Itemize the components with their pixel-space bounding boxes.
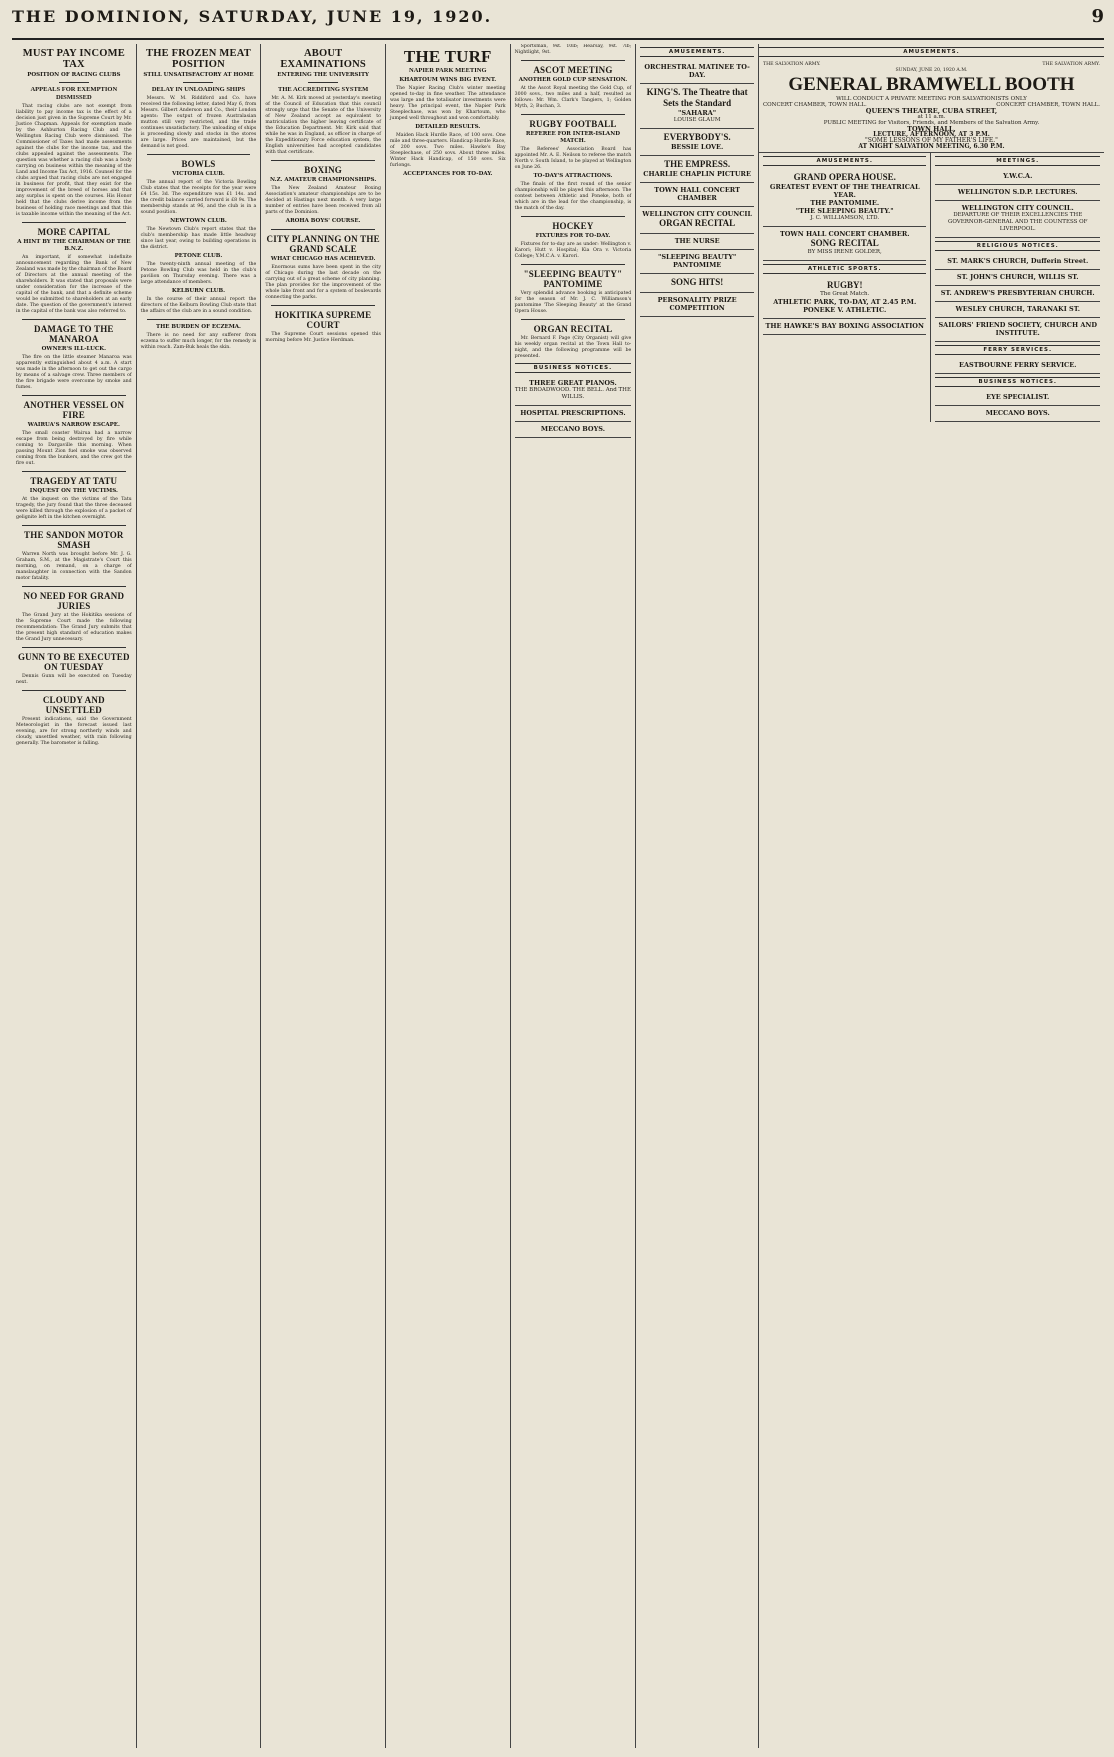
- article-eczema: There is no need for any sufferer from eczema to suffer much longer, for the remedy is within reach. Zam-Buk heals the skin.: [140, 333, 257, 350]
- headline-city-planning: CITY PLANNING ON THE GRAND SCALE: [266, 234, 380, 254]
- section-amusements-right: AMUSEMENTS.: [759, 47, 1104, 57]
- section-business-right: BUSINESS NOTICES.: [935, 377, 1100, 387]
- ad-hospital: HOSPITAL PRESCRIPTIONS.: [515, 406, 632, 422]
- ad-salvation-army: THE SALVATION ARMY. THE SALVATION ARMY. SUNDAY, JUNE 20, 1920 A.M. GENERAL BRAMWELL BOOTH WILL CONDUCT A PRIVATE MEETING FOR SALVATIONISTS ONLY CONCERT CHAMBER, TOWN HALL. CONCERT CHAMBER, TOWN HALL. QUEEN'S THEATRE, CUBA STREET, at 11 a.m. PUBLIC MEETING for Visitors, Friends, and Members of the Salvation Army. TOWN HALL, LECTURE, AFTERNOON, AT 3 P.M. "SOME LESSONS OF MY FATHER'S LIFE." AT NIGHT SALVATION MEETING, 6.30 P.M.: [759, 60, 1104, 153]
- headline-sleeping-beauty: "SLEEPING BEAUTY" PANTOMIME: [523, 269, 623, 289]
- section-amusements-2: AMUSEMENTS.: [763, 156, 927, 166]
- ad-col-left: [759, 153, 932, 422]
- subhead-inquest: INQUEST ON THE VICTIMS.: [29, 488, 118, 494]
- headline-income-tax: MUST PAY INCOME TAX: [22, 48, 125, 70]
- column-2: [137, 44, 262, 1748]
- ad-col-right: [931, 153, 1104, 422]
- headline-vessel-fire: ANOTHER VESSEL ON FIRE: [23, 400, 125, 420]
- subhead-delay: DELAY IN UNLOADING SHIPS: [151, 86, 246, 93]
- headline-weather: CLOUDY AND UNSETTLED: [42, 695, 105, 715]
- subhead-referee: REFEREE FOR INTER-ISLAND MATCH.: [525, 131, 621, 144]
- article-wairua: The small coaster Wairua had a narrow escape from being destroyed by fire while coming to Dargaville this morning. When passing Mount Zion fuel smoke was observed coming from the bunkers, and the crew got the fire out.: [16, 431, 132, 466]
- article-petone: The twenty-ninth annual meeting of the Petone Bowling Club was held in the club's pavilion on Thursday evening. There was a large attendance of members.: [140, 262, 257, 285]
- column-5: [511, 44, 637, 1748]
- ad-eye-specialist: EYE SPECIALIST.: [935, 390, 1100, 406]
- ad-pianos: THREE GREAT PIANOS. THE BROADWOOD. THE BELL. And THE WILLIS.: [515, 376, 632, 406]
- ad-town-hall-concert-chamber: TOWN HALL CONCERT CHAMBER. SONG RECITAL BY MISS IRENE GOLDER,: [763, 227, 927, 261]
- headline-grand-juries: NO NEED FOR GRAND JURIES: [23, 591, 125, 611]
- subhead-results: DETAILED RESULTS.: [415, 124, 481, 130]
- ad-everybodys: EVERYBODY'S. BESSIE LOVE.: [640, 129, 754, 156]
- article-boxing: The New Zealand Amateur Boxing Association's amateur championships are to be decided at Hastings next month. A very large number of entries have been received from all parts of the Dominion.: [265, 186, 381, 215]
- headline-manaroa: DAMAGE TO THE MANAROA: [34, 324, 114, 344]
- subhead-victoria: VICTORIA CLUB.: [172, 171, 225, 177]
- article-results: Maiden Hack Hurdle Race, of 100 sovs. One mile and three-quarters. Handicap Hurdle Race, of 200 sovs. Two miles. Hawke's Bay Steeplechase, of 250 sovs. About three miles. Winter Hack Handicap, of 150 sovs. Six furlongs.: [389, 133, 506, 168]
- section-athletic: ATHLETIC SPORTS.: [763, 264, 927, 274]
- article-hokitika: The Supreme Court sessions opened this morning before Mr. Justice Herdman.: [265, 332, 381, 343]
- subhead-amateur: N.Z. AMATEUR CHAMPIONSHIPS.: [270, 177, 377, 183]
- subhead-bnz: A HINT BY THE CHAIRMAN OF THE B.N.Z.: [17, 239, 131, 252]
- ad-town-hall-concert: TOWN HALL CONCERT CHAMBER: [640, 183, 754, 207]
- subhead-acceptances: ACCEPTANCES FOR TO-DAY.: [403, 171, 493, 177]
- subhead-attractions: TO-DAY'S ATTRACTIONS.: [533, 173, 613, 179]
- ad-sdp: WELLINGTON S.D.P. LECTURES.: [935, 185, 1100, 201]
- section-business-notices: BUSINESS NOTICES.: [515, 363, 632, 373]
- ad-st-andrew: ST. ANDREW'S PRESBYTERIAN CHURCH.: [935, 286, 1100, 302]
- article-kelburn: In the course of their annual report the directors of the Kelburn Bowling Club state that the affairs of the club are in a sound condition.: [140, 297, 257, 314]
- article-victoria: The annual report of the Victoria Bowling Club states that the receipts for the year were £4 15s. 3d. The expenditure was £1 14s. and the credit balance carried forward is £8 9s. The membership stands at 96, and the club is in a sound position.: [140, 180, 257, 215]
- subhead-kelburn: KELBURN CLUB.: [171, 288, 226, 294]
- ad-ywca: Y.W.C.A.: [935, 169, 1100, 185]
- headline-examinations: ABOUT EXAMINATIONS: [280, 48, 366, 70]
- masthead: [12, 6, 1104, 40]
- ad-st-john: ST. JOHN'S CHURCH, WILLIS ST.: [935, 270, 1100, 286]
- headline-ascot: ASCOT MEETING: [533, 65, 613, 75]
- ad-empress: THE EMPRESS. CHARLIE CHAPLIN PICTURE: [640, 156, 754, 183]
- headline-gunn: GUNN TO BE EXECUTED ON TUESDAY: [17, 652, 130, 672]
- section-amusements: AMUSEMENTS.: [640, 47, 754, 57]
- subhead-wairua: WAIRUA'S NARROW ESCAPE.: [27, 422, 120, 428]
- section-meetings: MEETINGS.: [935, 156, 1100, 166]
- headline-organ-recital: ORGAN RECITAL: [533, 324, 613, 334]
- headline-tatu: TRAGEDY AT TATU: [30, 476, 118, 486]
- article-referee: The Referees' Association Board has appointed Mr. A. E. Neilson to referee the match North v. South Island, to be played at Wellington on June 26.: [514, 147, 632, 170]
- article-gunn: Dennis Gunn will be executed on Tuesday next.: [16, 674, 132, 685]
- ad-boxing: THE HAWKE'S BAY BOXING ASSOCIATION: [763, 319, 927, 335]
- subhead-accrediting: THE ACCREDITING SYSTEM: [277, 86, 369, 93]
- ad-personality: PERSONALITY PRIZE COMPETITION: [640, 293, 754, 317]
- ad-kings: KING'S. The Theatre that Sets the Standard "SAHARA" LOUISE GLAUM: [640, 84, 754, 129]
- headline-sandon: THE SANDON MOTOR SMASH: [24, 530, 124, 550]
- ad-sleeping-beauty: "SLEEPING BEAUTY" PANTOMIME: [640, 250, 754, 274]
- subhead-gold-cup: ANOTHER GOLD CUP SENSATION.: [518, 77, 628, 83]
- subhead-napier: NAPIER PARK MEETING: [409, 67, 487, 74]
- subhead-racing-clubs: POSITION OF RACING CLUBS: [27, 72, 121, 78]
- ad-rugby: RUGBY! The Great Match. ATHLETIC PARK, TO-DAY, AT 2.45 P.M. PONEKE V. ATHLETIC.: [763, 277, 927, 319]
- article-examinations: Mr. A. M. Kirk moved at yesterday's meeting of the Council of Education that this council strongly urge that the Senate of the University of New Zealand accept as equivalent to matriculation the higher leaving certificate of the Education Department. Mr. Kirk said that while he was in England, as officer in charge of the Expeditionary Force education system, the English universities had accepted candidates with that certificate.: [265, 96, 381, 155]
- ad-eastbourne: EASTBOURNE FERRY SERVICE.: [935, 358, 1100, 374]
- headline-bowls: BOWLS: [181, 159, 216, 169]
- column-6: [636, 44, 759, 1748]
- ad-city-council-right: WELLINGTON CITY COUNCIL. DEPARTURE OF THEIR EXCELLENCIES THE GOVERNOR-GENERAL AND THE COUNTESS OF LIVERPOOL.: [935, 201, 1100, 238]
- article-frozen-meat: Messrs. W. M. Riddiford and Co. have received the following letter, dated May 6, from Messrs. Gilbert Anderson and Co., their London agents: The output of frozen Australasian mutton still very restricted, and the trade continues unsatisfactory. The unloading of ships is proceeding slowly and stocks in the stores are large. Prices are maintained, but the demand is not good.: [140, 96, 257, 149]
- subhead-fixtures: FIXTURES FOR TO-DAY.: [535, 233, 611, 239]
- subhead-university: ENTERING THE UNIVERSITY: [277, 72, 369, 78]
- headline-hockey: HOCKEY: [552, 221, 594, 231]
- article-hockey: Fixtures for to-day are as under: Wellington v. Karori; Hutt v. Hospital; Kia Ora v. Victoria College; Y.M.C.A. v. Karori.: [514, 242, 632, 259]
- ad-area: [759, 44, 1104, 1748]
- ad-meccano-right: MECCANO BOYS.: [935, 406, 1100, 422]
- article-ascot: At the Ascot Royal meeting the Gold Cup, of 3000 sovs., two miles and a half, resulted as follows: Mr. Wm. Clark's Tangiers, 1; Golden Myth, 2; Buchan, 3.: [514, 86, 632, 109]
- subhead-khartoum: KHARTOUM WINS BIG EVENT.: [399, 77, 497, 83]
- article-attractions: The finals of the first round of the senior championship will be played this afternoon. The contest between Athletic and Poneke, both of which are in the lead for the championship, is the match of the day.: [514, 182, 632, 211]
- ad-meccano: MECCANO BOYS.: [515, 422, 632, 438]
- article-income-tax: That racing clubs are not exempt from liability to pay income tax is the effect of a decision just given in the Supreme Court by Mr. Justice Chapman. Appeals for exemption made by the Ashburton Racing Club and the Wellington Racing Club were dismissed. The Commissioner of Taxes had made assessments against the clubs for the income tax, and the clubs appealed against the assessments. The question was whether a racing club was a body carrying on business within the meaning of the Land and Income Tax Act, 1916. Counsel for the clubs argued that racing clubs are not engaged in business for profit, that they exist for the improvement of the breed of horses and that any surplus is spent on the courses. His Honor held that the clubs derive income from the business of holding race meetings and that this is taxable income within the meaning of the Act.: [16, 104, 132, 217]
- ad-wesley: WESLEY CHURCH, TARANAKI ST.: [935, 302, 1100, 318]
- columns: [12, 40, 1104, 1748]
- ad-nurse: THE NURSE: [640, 234, 754, 250]
- headline-boxing: BOXING: [304, 165, 342, 175]
- article-newtown: The Newtown Club's report states that the club's membership has made little headway since last year, owing to building operations in the district.: [140, 227, 257, 250]
- subhead-unsatisfactory: STILL UNSATISFACTORY AT HOME: [143, 72, 254, 78]
- section-ferry: FERRY SERVICES.: [935, 345, 1100, 355]
- ad-matinee: ORCHESTRAL MATINEE TO-DAY.: [640, 60, 754, 84]
- column-1: [12, 44, 137, 1748]
- article-grand-juries: The Grand Jury at the Hokitika sessions of the Supreme Court made the following recommendation: The Grand Jury submits that the present high standard of education makes the Grand Jury unnecessary.: [16, 613, 132, 642]
- subhead-owner: OWNER'S ILL-LUCK.: [41, 346, 106, 352]
- ad-sailors: SAILORS' FRIEND SOCIETY, CHURCH AND INSTITUTE.: [935, 318, 1100, 342]
- article-city-planning: Enormous sums have been spent in the city of Chicago during the last decade on the carrying out of a great scheme of city planning. The plan provides for the improvement of the whole lake front and for a system of boulevards connecting the parks.: [265, 265, 381, 300]
- column-4: [386, 44, 511, 1748]
- headline-rugby: RUGBY FOOTBALL: [529, 119, 617, 129]
- subhead-petone: PETONE CLUB.: [174, 253, 223, 259]
- article-sleeping-beauty: Very splendid advance booking is anticipated for the season of Mr. J. C. Williamson's pantomime 'The Sleeping Beauty' at the Grand Opera House.: [514, 291, 632, 314]
- column-3: [261, 44, 386, 1748]
- headline-frozen-meat: THE FROZEN MEAT POSITION: [146, 48, 251, 70]
- headline-turf: THE TURF: [403, 47, 492, 66]
- subhead-eczema: THE BURDEN OF ECZEMA.: [155, 324, 241, 330]
- section-religious: RELIGIOUS NOTICES.: [935, 241, 1100, 251]
- headline-more-capital: MORE CAPITAL: [37, 227, 111, 237]
- subhead-chicago: WHAT CHICAGO HAS ACHIEVED.: [270, 256, 376, 262]
- article-sandon: Warren North was brought before Mr. J. G. Graham, S.M., at the Magistrate's Court this morning, on remand, on a charge of manslaughter in connection with the Sandon motor fatality.: [16, 552, 132, 581]
- article-tatu: At the inquest on the victims of the Tatu tragedy, the jury found that the three deceased were killed through the explosion of a packet of gelignite left in the kitchen overnight.: [16, 497, 132, 520]
- ad-city-council: WELLINGTON CITY COUNCIL ORGAN RECITAL: [640, 207, 754, 234]
- article-weather: Present indications, said the Government Meteorologist in the forecast issued last evening, are for strong northerly winds and cloudy, unsettled weather, with rain following generally. The barometer is falling.: [16, 717, 132, 746]
- masthead-title: THE DOMINION, SATURDAY, JUNE 19, 1920.: [12, 7, 493, 26]
- subhead-aroha: AROHA BOYS' COURSE.: [285, 218, 361, 224]
- article-turf: The Napier Racing Club's winter meeting opened to-day in fine weather. The attendance was large and the totalisator investments were heavy. The principal event, the Napier Park Steeplechase, was won by Khartoum, who jumped well throughout and won comfortably.: [389, 86, 506, 121]
- subhead-newtown: NEWTOWN CLUB.: [170, 218, 227, 224]
- ad-grand-opera: GRAND OPERA HOUSE. GREATEST EVENT OF THE THEATRICAL YEAR. THE PANTOMIME. "THE SLEEPING BEAUTY." J. C. WILLIAMSON, LTD.: [763, 169, 927, 227]
- headline-hokitika: HOKITIKA SUPREME COURT: [274, 310, 372, 330]
- subhead-appeals: APPEALS FOR EXEMPTION DISMISSED: [30, 86, 118, 101]
- article-continued: Sportsman, 9st. 10lb; Hearsay, 9st. 7lb; Nightlight, 9st.: [514, 44, 632, 55]
- article-manaroa: The fire on the little steamer Manaroa was apparently extinguished about 4 a.m. A start was made in the afternoon to get out the cargo by means of a salvage crew. Three members of the fire brigade were overcome by smoke and fumes.: [16, 355, 132, 390]
- ad-song-hits: SONG HITS!: [640, 274, 754, 293]
- ad-grid: [759, 153, 1104, 422]
- article-more-capital: An important, if somewhat indefinite announcement regarding the Bank of New Zealand was made by the chairman of the Board of Directors at the annual meeting of the shareholders. It was stated that proposals were under consideration for the increase of the capital of the bank, and that a definite scheme would be submitted to shareholders at an early date. The question of the government's interest in the capital of the bank was also referred to.: [16, 255, 132, 314]
- page-number: 9: [1091, 6, 1104, 27]
- article-organ-recital: Mr. Bernard F. Page (City Organist) will give his weekly organ recital at the Town Hall to-night, and the following programme will be presented.: [514, 336, 632, 359]
- general-booth-heading: GENERAL BRAMWELL BOOTH: [788, 74, 1075, 95]
- ad-st-mark: ST. MARK'S CHURCH, Dufferin Street.: [935, 254, 1100, 270]
